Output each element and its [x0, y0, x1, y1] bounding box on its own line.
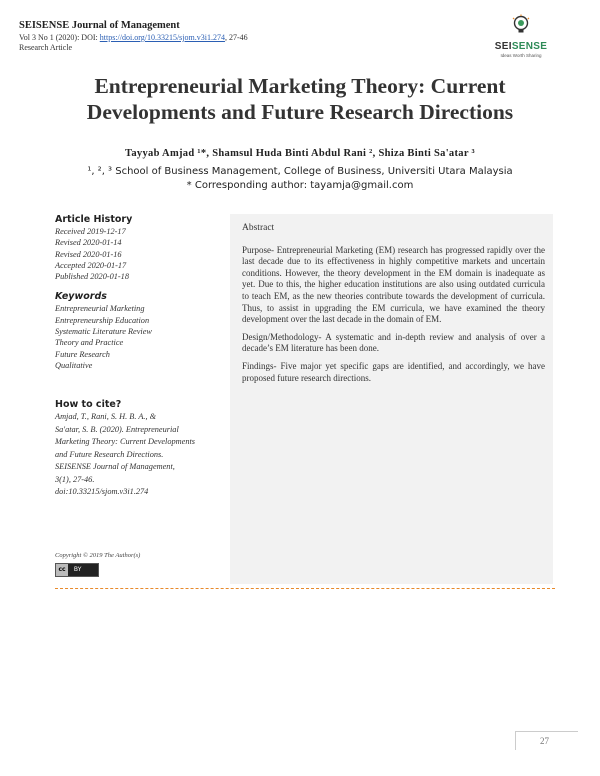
- logo-text-part2: SENSE: [511, 41, 548, 52]
- cc-license-badge[interactable]: [55, 563, 99, 577]
- author-list: Tayyab Amjad ¹*, Shamsul Huda Binti Abdul Rani ², Shiza Binti Sa'atar ³: [125, 148, 475, 159]
- abstract-design: Design/Methodology- A systematic and in-depth review and analysis of over a decade’s EM literature has been done.: [242, 331, 545, 354]
- paper-title: Entrepreneurial Marketing Theory: Current Developments and Future Research Directions: [86, 74, 514, 124]
- article-info-column: [55, 214, 225, 499]
- keyword-item: Entrepreneurship Education: [55, 315, 150, 325]
- keyword-item: Qualitative: [55, 360, 93, 370]
- history-item: Accepted 2020-01-17: [55, 260, 127, 270]
- corresponding-author: * Corresponding author: tayamja@gmail.com: [186, 180, 414, 191]
- citation-line: Marketing Theory: Current Developments: [55, 437, 196, 447]
- history-item: Revised 2020-01-16: [55, 249, 122, 259]
- citation-line: 3(1), 27-46.: [55, 474, 95, 484]
- cc-icon: cc: [56, 564, 68, 576]
- abstract-purpose: Purpose- Entrepreneurial Marketing (EM) research has progressed rapidly over the last decade due to its effectiveness in highly competitive markets and uncertain conditions. However, the theory development in the EM domain is inadequate as yet. Due to this, the higher education institutions are also using outdated curricula to teach EM, as the new theories contribute towards the development of curricula. Thus, to assist in upgrading the EM curricula, we have examined the theory development over the last decade in the domain of EM.: [242, 244, 545, 325]
- history-item: Published 2020-01-18: [55, 272, 129, 282]
- history-item: Revised 2020-01-14: [55, 238, 122, 248]
- logo-subtitle: Ideas Worth Sharing: [500, 53, 542, 58]
- citation-line: Sa'atar, S. B. (2020). Entrepreneurial: [55, 424, 179, 434]
- keywords-heading: Keywords: [55, 291, 107, 303]
- page-number: 27: [540, 736, 549, 746]
- journal-meta: [19, 33, 248, 42]
- abstract-findings: Findings- Five major yet specific gaps are identified, and accordingly, we have proposed future research directions.: [242, 360, 545, 383]
- meta-suffix: , 27-46: [224, 33, 248, 42]
- copyright-notice: Copyright © 2019 The Author(s): [55, 552, 141, 559]
- logo-text: [486, 41, 556, 52]
- article-history-heading: Article History: [55, 214, 133, 225]
- history-item: Received 2019-12-17: [55, 227, 126, 236]
- meta-prefix: Vol 3 No 1 (2020): DOI:: [19, 33, 100, 42]
- logo-text-part1: SEI: [494, 41, 512, 52]
- citation-line: and Future Research Directions.: [55, 449, 164, 459]
- keyword-item: Entrepreneurial Marketing: [55, 304, 145, 314]
- section-divider: [55, 588, 555, 589]
- citation-line: SEISENSE Journal of Management,: [55, 462, 175, 472]
- keyword-item: Systematic Literature Review: [55, 327, 152, 337]
- abstract-heading: Abstract: [242, 223, 275, 233]
- keyword-item: Future Research: [55, 349, 110, 359]
- article-type: Research Article: [19, 43, 73, 52]
- affiliation-block: [30, 165, 570, 193]
- lightbulb-icon: [511, 14, 531, 36]
- how-to-cite-heading: How to cite?: [55, 399, 122, 411]
- by-label: BY: [73, 566, 82, 573]
- citation-line: Amjad, T., Rani, S. H. B. A., &: [55, 412, 157, 422]
- keyword-item: Theory and Practice: [55, 338, 124, 348]
- seisense-logo: [486, 14, 556, 58]
- journal-name: SEISENSE Journal of Management: [19, 20, 180, 31]
- doi-link[interactable]: https://doi.org/10.33215/sjom.v3i1.274: [99, 33, 225, 42]
- affiliation: ¹, ², ³ School of Business Management, College of Business, Universiti Utara Malaysia: [87, 166, 513, 177]
- abstract-box: [230, 214, 553, 584]
- citation-line: doi:10.33215/sjom.v3i1.274: [55, 487, 149, 497]
